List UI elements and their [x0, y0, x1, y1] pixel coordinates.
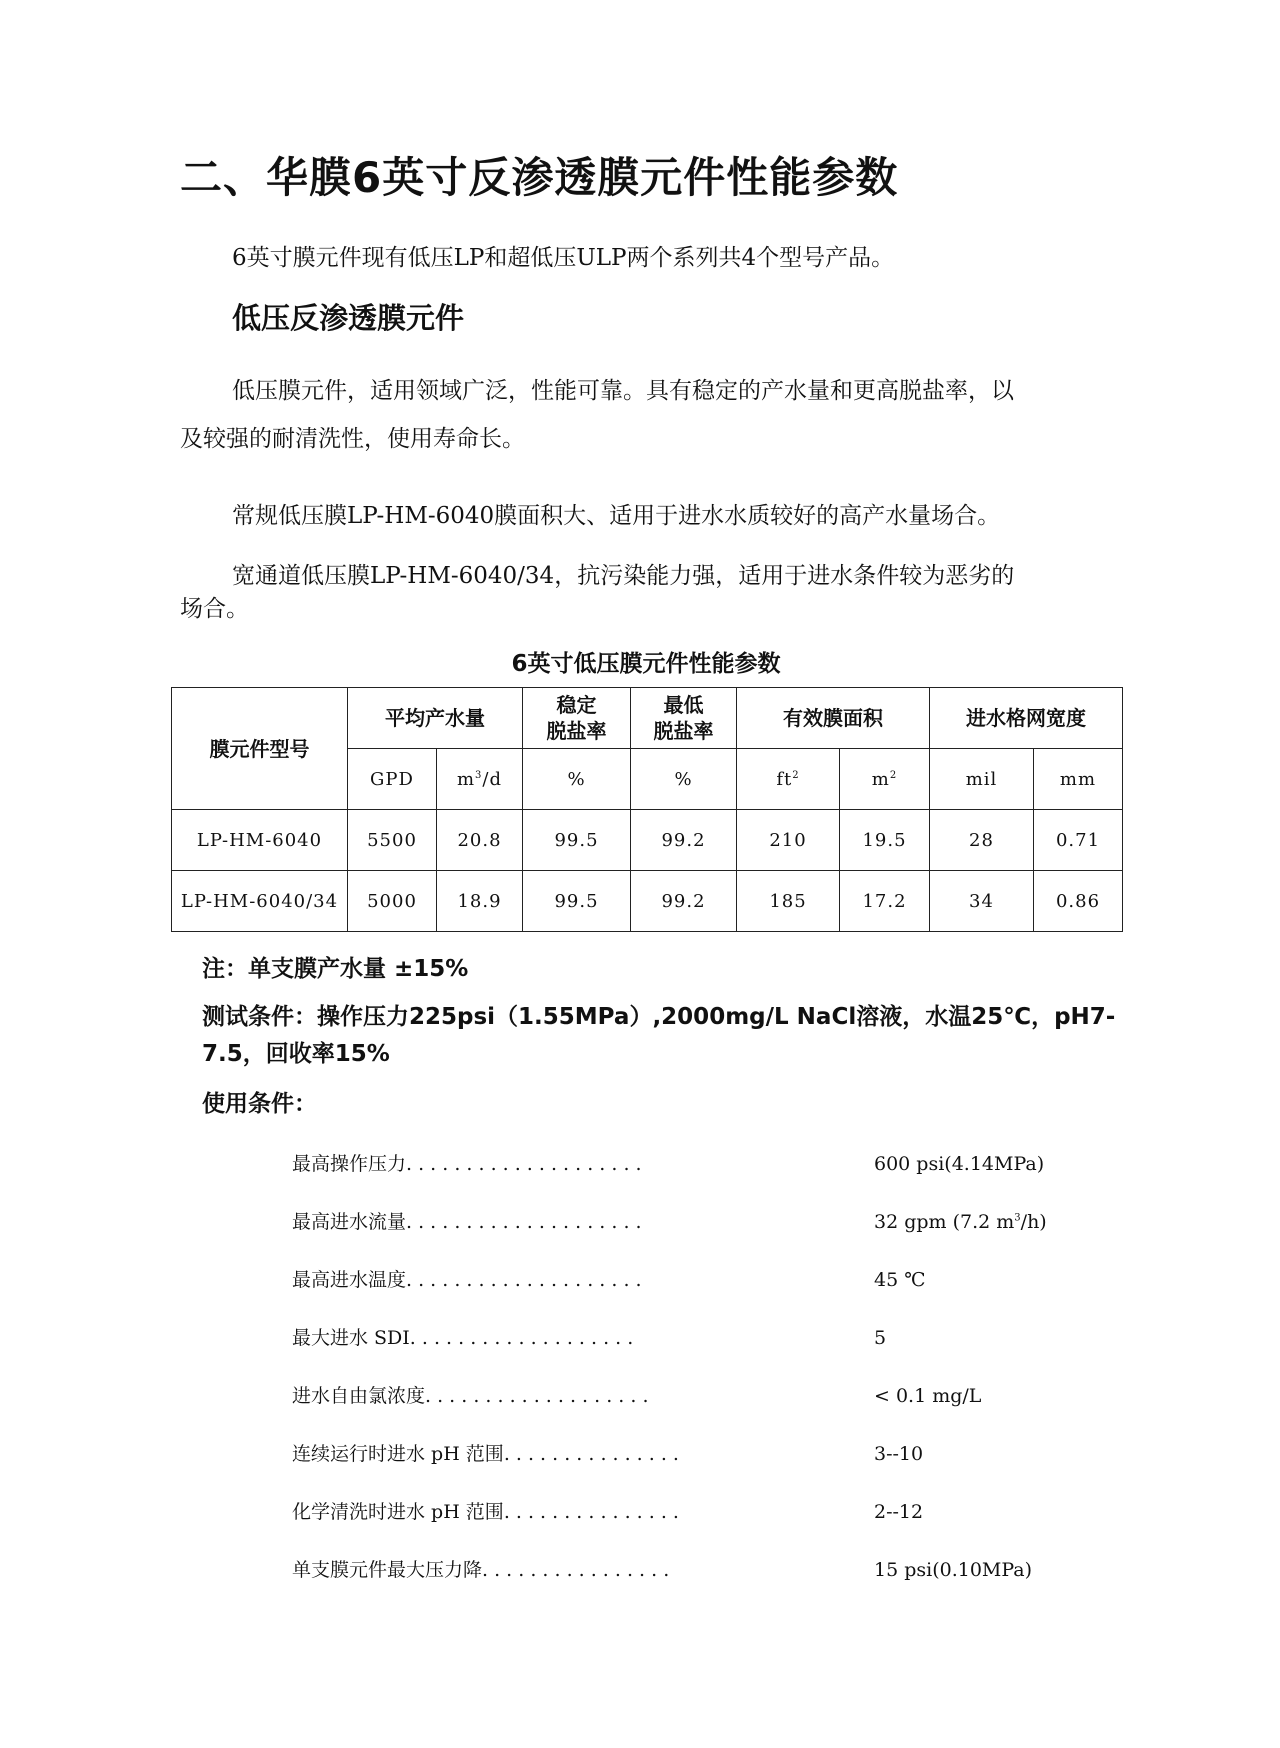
cell-model: LP-HM-6040/34	[172, 871, 348, 932]
condition-row: 最高进水流量 . . . . . . . . . . . . . . . . . . . . 32 gpm (7.2 $m^3/h$)	[292, 1211, 1047, 1233]
unit-ft2: $ft^2$	[737, 749, 840, 810]
cell-area-ft2: 185	[737, 871, 840, 932]
table-title: 6英寸低压膜元件性能参数	[511, 651, 781, 677]
section-heading: 二、华膜6英寸反渗透膜元件性能参数	[180, 153, 899, 202]
paragraph-3-line-2: 场合。	[180, 596, 249, 622]
condition-row: 化学清洗时进水 pH 范围 . . . . . . . . . . . . . . . 2--12	[292, 1501, 924, 1523]
unit-m3-per-day: $m^3/d$	[437, 749, 523, 810]
cell-gpd: 5500	[348, 810, 437, 871]
note-test-conditions-line-1: 测试条件：操作压力225psi（1.55MPa）,2000mg/L NaCl溶液，水温25℃，pH7-	[202, 1004, 1116, 1030]
header-model: 膜元件型号	[172, 688, 348, 810]
table-row	[172, 871, 1123, 932]
cell-gpd: 5000	[348, 871, 437, 932]
note-usage-conditions: 使用条件：	[202, 1091, 317, 1117]
unit-mm: mm	[1034, 749, 1123, 810]
paragraph-1-line-2: 及较强的耐清洗性，使用寿命长。	[180, 426, 525, 452]
unit-m2: $m^2$	[840, 749, 930, 810]
cell-spacer-mil: 34	[930, 871, 1034, 932]
cell-spacer-mm: 0.71	[1034, 810, 1123, 871]
unit-mil: mil	[930, 749, 1034, 810]
cell-m3d: 20.8	[437, 810, 523, 871]
condition-row: 最高进水温度 . . . . . . . . . . . . . . . . . . . . 45 ℃	[292, 1269, 926, 1291]
header-membrane-area: 有效膜面积	[737, 688, 930, 749]
cell-model: LP-HM-6040	[172, 810, 348, 871]
cell-spacer-mm: 0.86	[1034, 871, 1123, 932]
paragraph-1-line-1: 低压膜元件，适用领域广泛，性能可靠。具有稳定的产水量和更高脱盐率，以	[232, 378, 1014, 404]
condition-row: 进水自由氯浓度 . . . . . . . . . . . . . . . . . . . < 0.1 mg/L	[292, 1385, 982, 1407]
cell-area-m2: 17.2	[840, 871, 930, 932]
condition-row: 最大进水 SDI . . . . . . . . . . . . . . . . . . . 5	[292, 1327, 887, 1349]
paragraph-2: 常规低压膜LP-HM-6040膜面积大、适用于进水水质较好的高产水量场合。	[232, 503, 1001, 529]
table-row	[172, 810, 1123, 871]
subsection-heading: 低压反渗透膜元件	[232, 301, 465, 335]
header-avg-flow: 平均产水量	[348, 688, 523, 749]
cell-spacer-mil: 28	[930, 810, 1034, 871]
note-test-conditions-line-2: 7.5，回收率15%	[202, 1041, 390, 1067]
unit-gpd: GPD	[348, 749, 437, 810]
cell-min-rejection: 99.2	[631, 810, 737, 871]
table-header-row	[172, 688, 1123, 749]
header-stable-rejection: 稳定 脱盐率	[523, 688, 631, 749]
condition-row: 连续运行时进水 pH 范围 . . . . . . . . . . . . . . . 3--10	[292, 1443, 924, 1465]
cell-stable-rejection: 99.5	[523, 871, 631, 932]
header-min-rejection: 最低 脱盐率	[631, 688, 737, 749]
condition-row: 最高操作压力 . . . . . . . . . . . . . . . . . . . . 600 psi(4.14MPa)	[292, 1153, 1045, 1175]
header-spacer-width: 进水格网宽度	[930, 688, 1123, 749]
performance-table	[171, 687, 1123, 932]
unit-percent: %	[523, 749, 631, 810]
note-flow-tolerance: 注：单支膜产水量 ±15%	[202, 956, 469, 982]
cell-area-m2: 19.5	[840, 810, 930, 871]
unit-percent: %	[631, 749, 737, 810]
cell-min-rejection: 99.2	[631, 871, 737, 932]
intro-paragraph: 6英寸膜元件现有低压LP和超低压ULP两个系列共4个型号产品。	[232, 245, 895, 271]
cell-m3d: 18.9	[437, 871, 523, 932]
condition-row: 单支膜元件最大压力降 . . . . . . . . . . . . . . . . 15 psi(0.10MPa)	[292, 1559, 1033, 1581]
cell-area-ft2: 210	[737, 810, 840, 871]
cell-stable-rejection: 99.5	[523, 810, 631, 871]
paragraph-3-line-1: 宽通道低压膜LP-HM-6040/34，抗污染能力强，适用于进水条件较为恶劣的	[232, 563, 1015, 589]
